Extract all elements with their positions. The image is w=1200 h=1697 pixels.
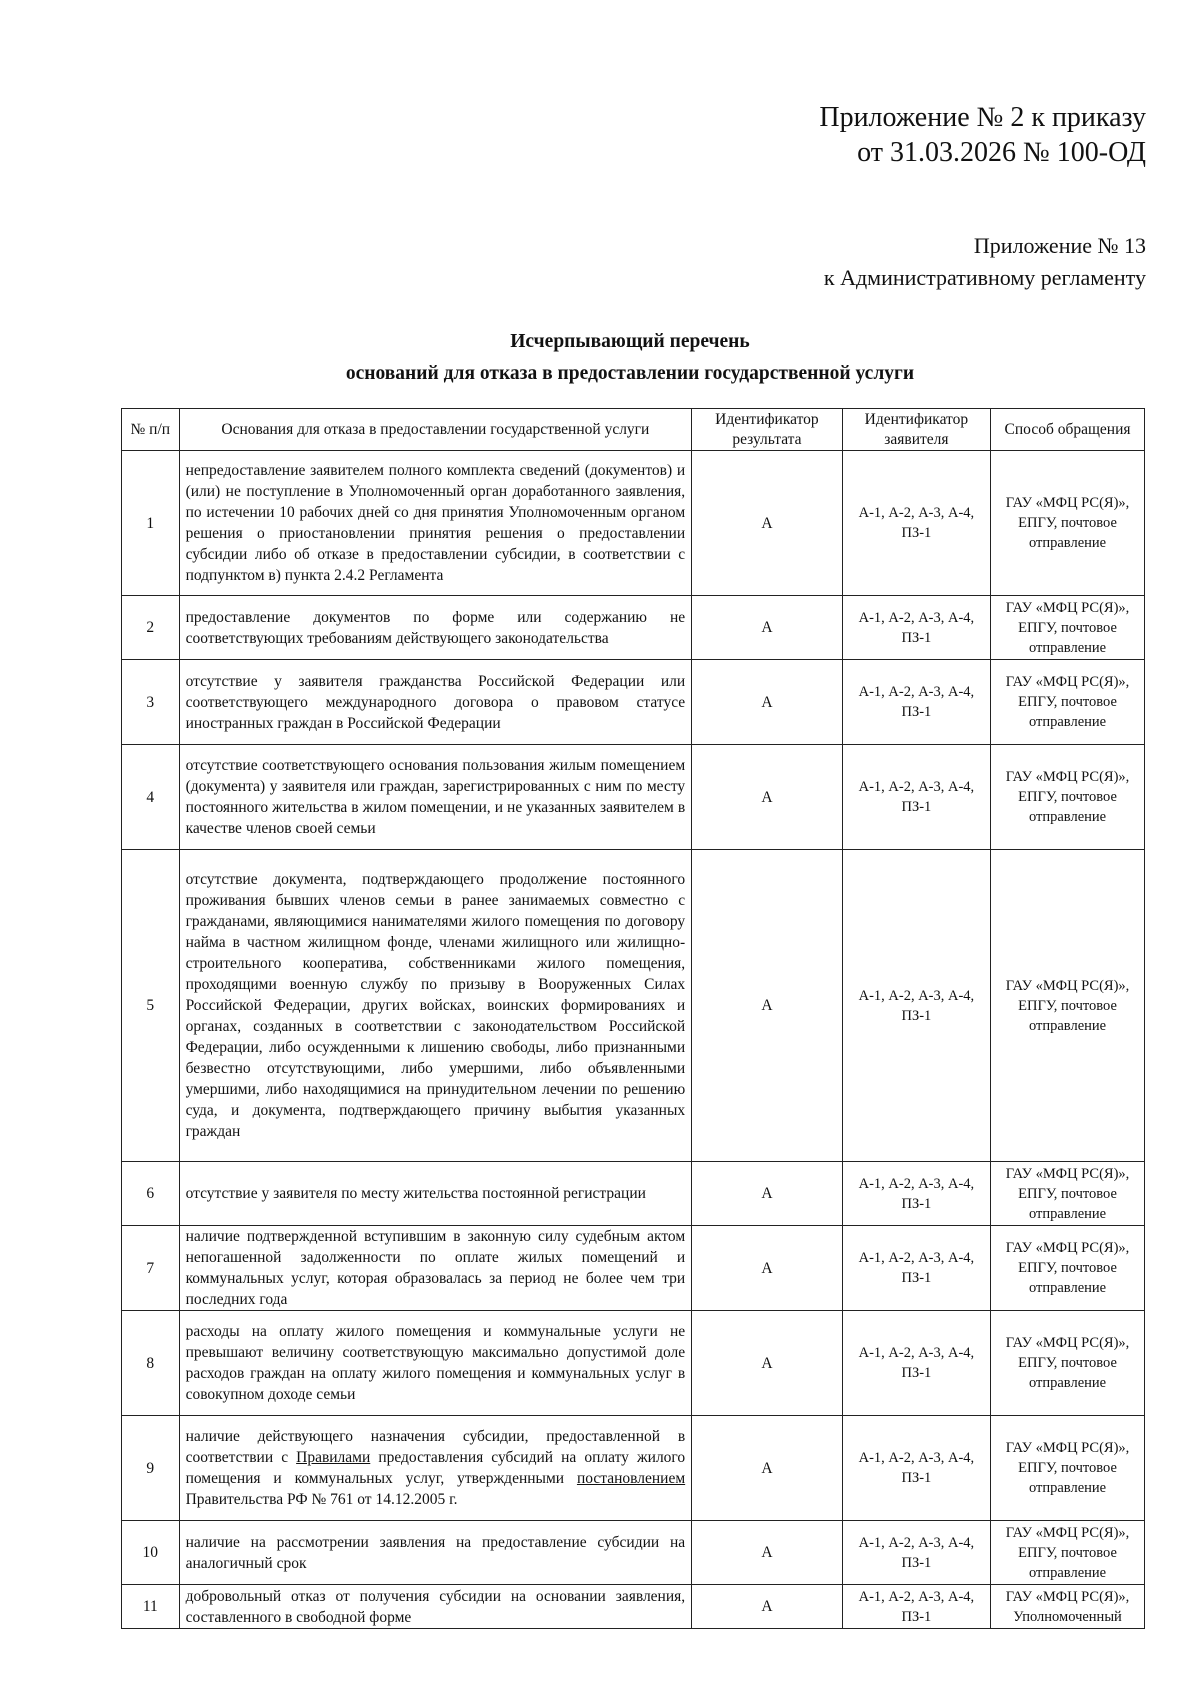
row-reason: отсутствие документа, подтверждающего продолжение постоянного проживания бывших членов семьи в ранее занимаемых совместно с гражданами, являющимися нанимателями жилого помещения по договору найма в частном жилищном фонде, членами жилищного или жилищно-строительного кооператива, собственниками жилого помещения, проходящими военную службу по призыву в Вооруженных Силах Российской Федерации, других войсках, воинских формированиях и органах, созданных в соответствии с законодательством Российской Федерации, либо осужденными к лишению свободы, либо признанными безвестно отсутствующими, либо умершими, либо объявленными умершими, либо находящимися на принудительном лечении по решению суда, и документа, подтверждающего причину выбытия указанных граждан [179,850,692,1162]
row-num: 5 [122,850,180,1162]
row-method: ГАУ «МФЦ РС(Я)», ЕПГУ, почтовое отправление [991,451,1145,596]
row-num: 10 [122,1521,180,1585]
row-num: 2 [122,596,180,660]
row-reason: предоставление документов по форме или содержанию не соответствующих требованиям действующего законодательства [179,596,692,660]
row-result-id: А [692,1311,843,1416]
document-title [120,326,1140,390]
row-method: ГАУ «МФЦ РС(Я)», ЕПГУ, почтовое отправление [991,1226,1145,1311]
row-reason [179,1416,692,1521]
row-result-id: А [692,850,843,1162]
row-applicant-id: А-1, А-2, А-3, А-4, ПЗ-1 [842,1585,990,1629]
row-num: 1 [122,451,180,596]
row-method: ГАУ «МФЦ РС(Я)», ЕПГУ, почтовое отправление [991,1311,1145,1416]
row-reason: наличие подтвержденной вступившим в законную силу судебным актом непогашенной задолженности по оплате жилых помещений и коммунальных услуг, которая образовалась за период не более чем три последних года [179,1226,692,1311]
table-row [122,745,1145,850]
row-result-id: А [692,451,843,596]
row-applicant-id: А-1, А-2, А-3, А-4, ПЗ-1 [842,451,990,596]
table-row [122,596,1145,660]
row-result-id: А [692,1162,843,1226]
row-num: 6 [122,1162,180,1226]
row-applicant-id: А-1, А-2, А-3, А-4, ПЗ-1 [842,850,990,1162]
header-result-id: Идентификатор результата [692,409,843,451]
row-applicant-id: А-1, А-2, А-3, А-4, ПЗ-1 [842,596,990,660]
table-row [122,1416,1145,1521]
row-reason: непредоставление заявителем полного комплекта сведений (документов) и (или) не поступление в Уполномоченный орган доработанного заявления, по истечении 10 рабочих дней со дня принятия Уполномоченным органом решения о приостановлении принятия решения о предоставлении субсидии либо об отказе в предоставлении субсидии, в соответствии с подпунктом в) пункта 2.4.2 Регламента [179,451,692,596]
row-result-id: А [692,1226,843,1311]
row-method: ГАУ «МФЦ РС(Я)», ЕПГУ, почтовое отправление [991,596,1145,660]
row-reason: отсутствие соответствующего основания пользования жилым помещением (документа) у заявителя или граждан, зарегистрированных с ним по месту постоянного жительства в жилом помещении, и не указанных заявителем в качестве членов своей семьи [179,745,692,850]
row-applicant-id: А-1, А-2, А-3, А-4, ПЗ-1 [842,1226,990,1311]
row-result-id: А [692,660,843,745]
order-appendix-line1: Приложение № 2 к приказу [819,102,1146,133]
row-result-id: А [692,745,843,850]
row-result-id: А [692,596,843,660]
table-row [122,850,1145,1162]
order-appendix-line2: от 31.03.2026 № 100-ОД [857,137,1146,168]
regulation-appendix-line1: Приложение № 13 [973,233,1146,258]
row-applicant-id: А-1, А-2, А-3, А-4, ПЗ-1 [842,660,990,745]
row-applicant-id: А-1, А-2, А-3, А-4, ПЗ-1 [842,745,990,850]
row-method: ГАУ «МФЦ РС(Я)», Уполномоченный [991,1585,1145,1629]
rules-link[interactable]: Правилами [296,1449,371,1466]
row-reason: наличие на рассмотрении заявления на предоставление субсидии на аналогичный срок [179,1521,692,1585]
header-method: Способ обращения [991,409,1145,451]
table-row [122,1226,1145,1311]
header-applicant-id: Идентификатор заявителя [842,409,990,451]
refusal-grounds-table [121,408,1145,1629]
header-num: № п/п [122,409,180,451]
row-reason: отсутствие у заявителя по месту жительства постоянной регистрации [179,1162,692,1226]
regulation-appendix-reference [824,230,1146,294]
table-row [122,1162,1145,1226]
row-method: ГАУ «МФЦ РС(Я)», ЕПГУ, почтовое отправление [991,1521,1145,1585]
resolution-link[interactable]: постановлением [576,1470,686,1487]
order-appendix-reference [819,100,1146,170]
reason-text-part3: Правительства РФ № 761 от 14.12.2005 г. [185,1491,458,1508]
row-result-id: А [692,1416,843,1521]
table-row [122,1521,1145,1585]
reason-text-part1: наличие действующего назначения субсидии, предоставленной в соответствии с [185,1428,686,1466]
row-applicant-id: А-1, А-2, А-3, А-4, ПЗ-1 [842,1162,990,1226]
row-num: 11 [122,1585,180,1629]
row-reason: расходы на оплату жилого помещения и коммунальные услуги не превышают величину соответствующую максимально допустимой доле расходов граждан на оплату жилого помещения и коммунальных услуг в совокупном доходе семьи [179,1311,692,1416]
title-line2: оснований для отказа в предоставлении государственной услуги [345,363,915,384]
table-row [122,1311,1145,1416]
title-line1: Исчерпывающий перечень [510,331,750,352]
row-num: 3 [122,660,180,745]
row-num: 9 [122,1416,180,1521]
table-header-row [122,409,1145,451]
row-method: ГАУ «МФЦ РС(Я)», ЕПГУ, почтовое отправление [991,660,1145,745]
row-num: 7 [122,1226,180,1311]
row-result-id: А [692,1521,843,1585]
table-row [122,1585,1145,1629]
regulation-appendix-line2: к Административному регламенту [823,265,1146,290]
row-applicant-id: А-1, А-2, А-3, А-4, ПЗ-1 [842,1311,990,1416]
row-num: 4 [122,745,180,850]
row-method: ГАУ «МФЦ РС(Я)», ЕПГУ, почтовое отправление [991,1162,1145,1226]
row-reason: отсутствие у заявителя гражданства Российской Федерации или соответствующего международного договора о правовом статусе иностранных граждан в Российской Федерации [179,660,692,745]
row-method: ГАУ «МФЦ РС(Я)», ЕПГУ, почтовое отправление [991,1416,1145,1521]
row-result-id: А [692,1585,843,1629]
row-applicant-id: А-1, А-2, А-3, А-4, ПЗ-1 [842,1416,990,1521]
row-applicant-id: А-1, А-2, А-3, А-4, ПЗ-1 [842,1521,990,1585]
row-method: ГАУ «МФЦ РС(Я)», ЕПГУ, почтовое отправление [991,745,1145,850]
header-reason: Основания для отказа в предоставлении государственной услуги [179,409,692,451]
row-reason: добровольный отказ от получения субсидии на основании заявления, составленного в свободной форме [179,1585,692,1629]
table-row [122,660,1145,745]
row-num: 8 [122,1311,180,1416]
table-row [122,451,1145,596]
row-method: ГАУ «МФЦ РС(Я)», ЕПГУ, почтовое отправление [991,850,1145,1162]
reason-text-part2: предоставления субсидий на оплату жилого помещения и коммунальных услуг, утвержденными [185,1449,686,1487]
